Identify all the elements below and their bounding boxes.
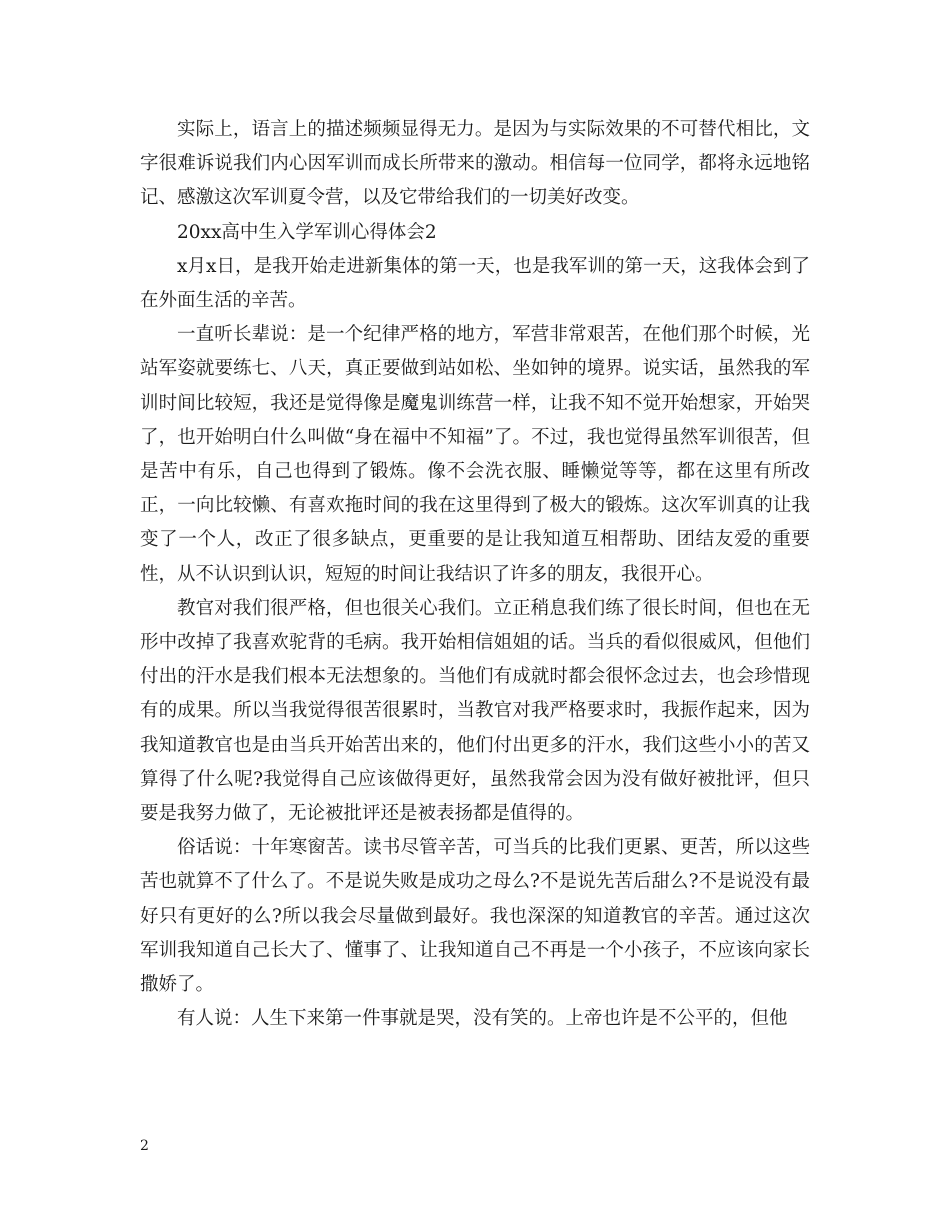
page-number: 2: [140, 1138, 149, 1154]
document-body: [140, 113, 810, 1036]
paragraph-3: 一直听长辈说：是一个纪律严格的地方，军营非常艰苦，在他们那个时候，光站军姿就要练七、八天，真正要做到站如松、坐如钟的境界。说实话，虽然我的军训时间比较短，我还是觉得像是魔鬼训练营一样，让我不知不觉开始想家，开始哭了，也开始明白什么叫做“身在福中不知福”了。不过，我也觉得虽然军训很苦，但是苦中有乐，自己也得到了锻炼。像不会洗衣服、睡懒觉等等，都在这里有所改正，一向比较懒、有喜欢拖时间的我在这里得到了极大的锻炼。这次军训真的让我变了一个人，改正了很多缺点，更重要的是让我知道互相帮助、团结友爱的重要性，从不认识到认识，短短的时间让我结识了许多的朋友，我很开心。: [140, 324, 810, 585]
paragraph-5: 俗话说：十年寒窗苦。读书尽管辛苦，可当兵的比我们更累、更苦，所以这些苦也就算不了什么了。不是说失败是成功之母么?不是说先苦后甜么?不是说没有最好只有更好的么?所以我会尽量做到最好。我也深深的知道教官的辛苦。通过这次军训我知道自己长大了、懂事了、让我知道自己不再是一个小孩子，不应该向家长撒娇了。: [140, 837, 810, 996]
paragraph-1: 实际上，语言上的描述频频显得无力。是因为与实际效果的不可替代相比，文字很难诉说我们内心因军训而成长所带来的激动。相信每一位同学，都将永远地铭记、感激这次军训夏令营，以及它带给我们的一切美好改变。: [140, 119, 810, 209]
paragraph-6: 有人说：人生下来第一件事就是哭，没有笑的。上帝也许是不公平的，但他: [177, 1008, 788, 1030]
section-heading: 20xx高中生入学军训心得体会2: [177, 221, 437, 243]
paragraph-2: x月x日，是我开始走进新集体的第一天，也是我军训的第一天，这我体会到了在外面生活的辛苦。: [140, 255, 810, 312]
paragraph-4: 教官对我们很严格，但也很关心我们。立正稍息我们练了很长时间，但也在无形中改掉了我喜欢驼背的毛病。我开始相信姐姐的话。当兵的看似很威风，但他们付出的汗水是我们根本无法想象的。当他们有成就时都会很怀念过去，也会珍惜现有的成果。所以当我觉得很苦很累时，当教官对我严格要求时，我振作起来，因为我知道教官也是由当兵开始苦出来的，他们付出更多的汗水，我们这些小小的苦又算得了什么呢?我觉得自己应该做得更好，虽然我常会因为没有做好被批评，但只要是我努力做了，无论被批评还是被表扬都是值得的。: [140, 597, 810, 825]
